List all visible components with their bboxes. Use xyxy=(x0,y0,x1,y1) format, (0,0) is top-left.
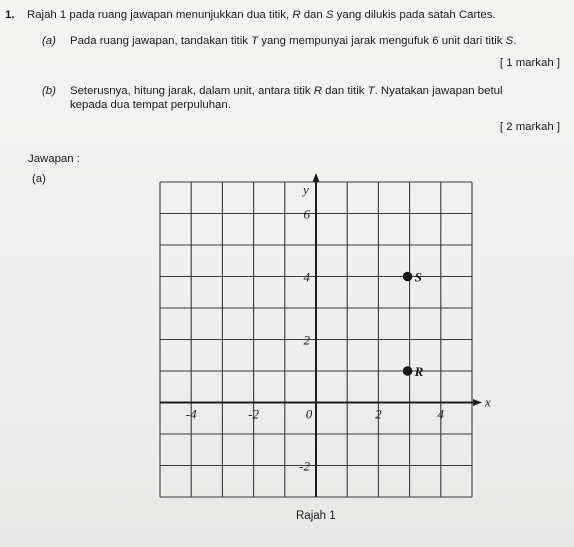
point-s-marker xyxy=(403,272,413,282)
answer-part-a-label: (a) xyxy=(32,173,46,185)
part-a-text: Pada ruang jawapan, tandakan titik T yang mempunyai jarak mengufuk 6 unit dari titik S. xyxy=(70,35,517,47)
x-axis-label: x xyxy=(485,394,491,410)
part-b-marks: [ 2 markah ] xyxy=(499,121,560,133)
x-tick-label: 2 xyxy=(375,406,382,422)
point-r-marker xyxy=(403,366,413,376)
part-a-marks: [ 1 markah ] xyxy=(499,57,560,69)
figure-caption: Rajah 1 xyxy=(296,510,336,522)
y-tick-label: -2 xyxy=(299,458,310,474)
part-a-label: (a) xyxy=(42,35,56,47)
question-number: 1. xyxy=(5,9,15,21)
part-b-text-line1: Seterusnya, hitung jarak, dalam unit, antara titik R dan titik T. Nyatakan jawapan betul xyxy=(70,85,503,97)
question-stem: Rajah 1 pada ruang jawapan menunjukkan dua titik, R dan S yang dilukis pada satah Cartes. xyxy=(27,9,496,21)
part-b-text-line2: kepada dua tempat perpuluhan. xyxy=(70,99,231,111)
y-axis-label: y xyxy=(303,182,309,197)
x-tick-label: 0 xyxy=(305,406,313,422)
point-s-label: S xyxy=(414,269,422,285)
x-axis-arrow xyxy=(473,399,482,406)
answer-heading: Jawapan : xyxy=(28,153,80,165)
point-r-label: R xyxy=(414,364,424,379)
y-tick-label: 4 xyxy=(303,269,310,285)
part-b-label: (b) xyxy=(42,85,56,97)
y-tick-label: 2 xyxy=(303,332,310,348)
x-tick-label: 4 xyxy=(437,406,445,422)
y-tick-label: 6 xyxy=(303,206,310,222)
y-axis-arrow xyxy=(313,173,320,182)
x-tick-label: -4 xyxy=(185,406,197,422)
x-tick-label: -2 xyxy=(248,406,260,422)
